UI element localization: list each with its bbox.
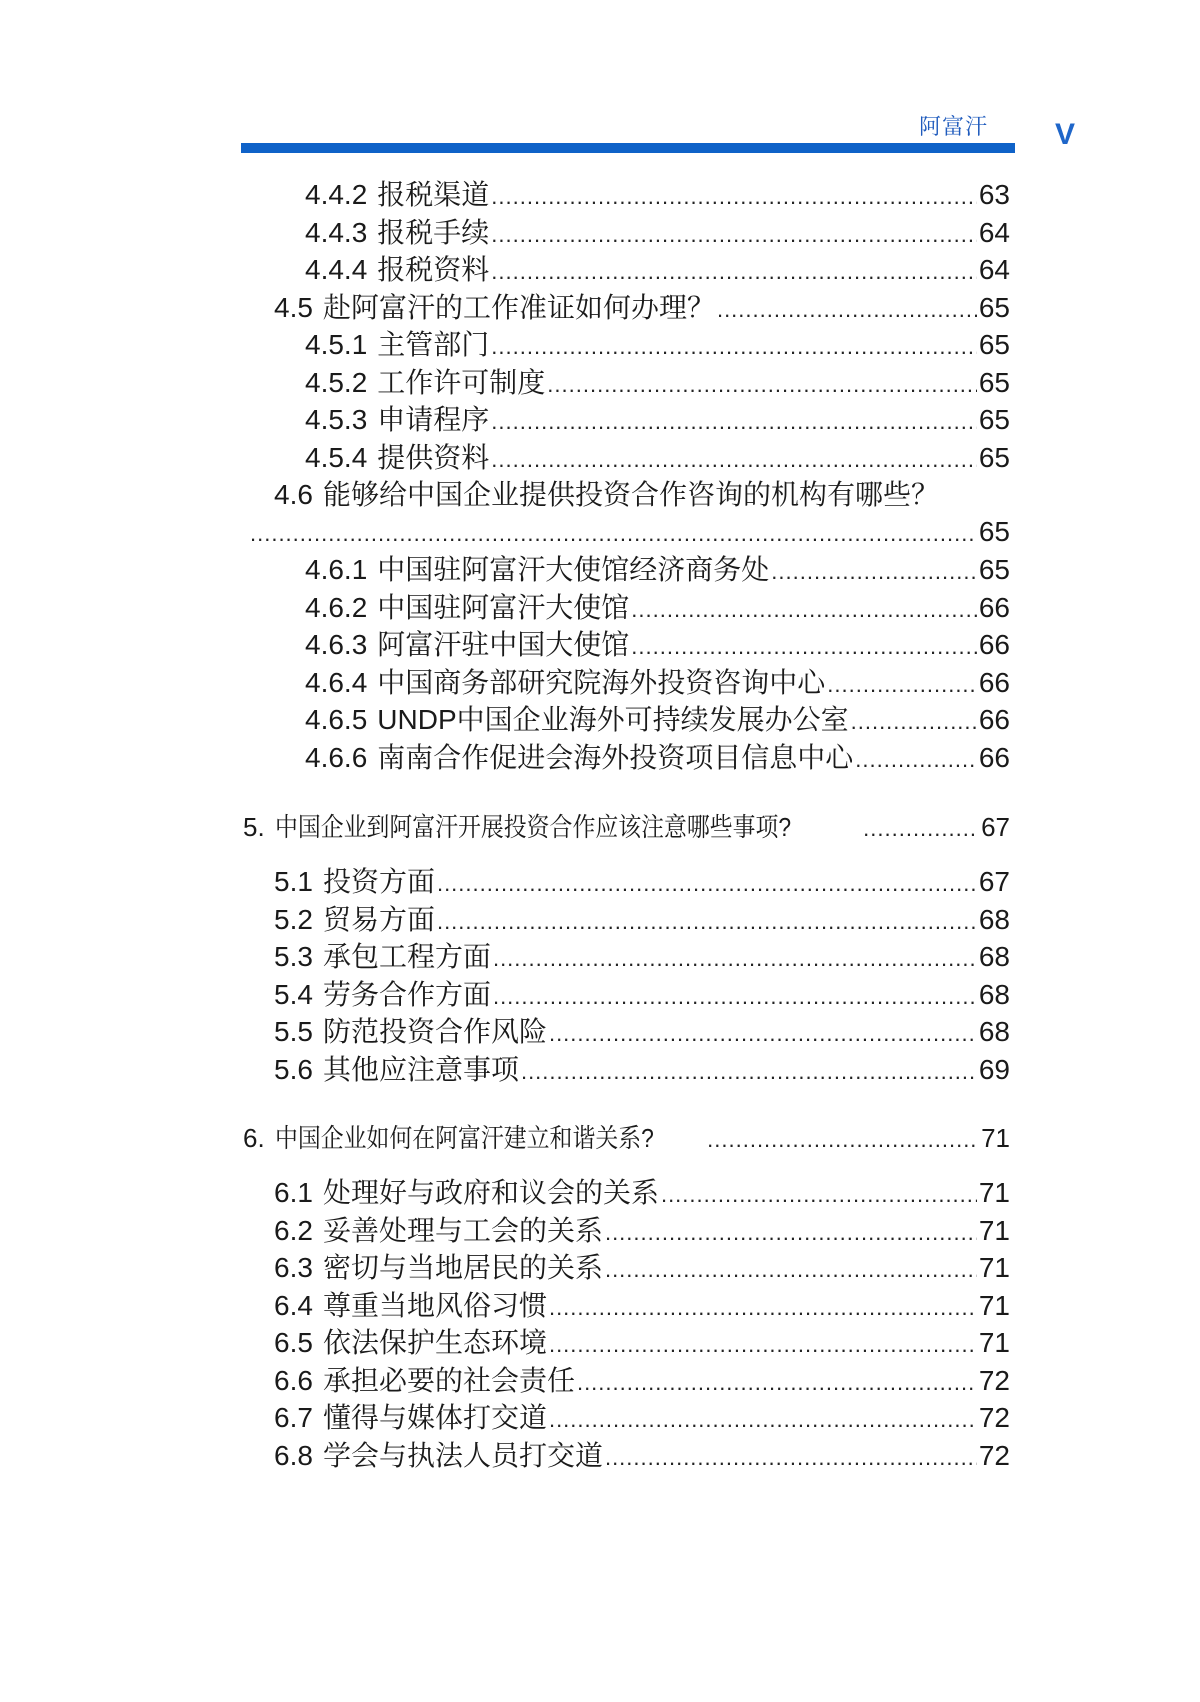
toc-entry-page: 72 <box>978 1402 1010 1433</box>
toc-entry-page: 65 <box>978 329 1010 360</box>
toc-entry[interactable] <box>274 1014 1010 1052</box>
toc-entry[interactable] <box>305 327 1010 365</box>
toc-entry[interactable] <box>305 215 1010 253</box>
dot-leader <box>549 1288 977 1326</box>
toc-entry-number: 4.6 <box>274 479 313 510</box>
toc-entry-label: UNDP中国企业海外可持续发展办公室 <box>377 704 849 735</box>
toc-entry-number: 4.6.2 <box>305 592 368 623</box>
toc-entry-label: 承担必要的社会责任 <box>322 1365 575 1396</box>
dot-leader <box>605 1213 977 1251</box>
toc-entry-number: 4.5.3 <box>305 404 368 435</box>
toc-entry-label: 申请程序 <box>377 404 490 435</box>
toc-entry-page: 71 <box>978 1327 1010 1358</box>
toc-entry-page: 64 <box>978 254 1010 285</box>
dot-leader <box>549 1400 977 1438</box>
toc-entry-number: 4.5 <box>274 292 313 323</box>
dot-leader <box>605 1250 977 1288</box>
dot-leader <box>491 252 977 290</box>
toc-entry-number: 6.4 <box>274 1290 313 1321</box>
toc-entry-number: 5.4 <box>274 979 313 1010</box>
toc-entry-number: 5.6 <box>274 1054 313 1085</box>
header-rule <box>241 143 1015 153</box>
toc-entry-page: 66 <box>978 742 1010 773</box>
dot-leader <box>491 215 977 253</box>
toc-entry-number: 4.5.1 <box>305 329 368 360</box>
toc-entry-page: 66 <box>978 704 1010 735</box>
toc-entry-label: 处理好与政府和议会的关系 <box>322 1177 659 1208</box>
dot-leader <box>605 1438 977 1476</box>
dot-leader <box>661 1175 977 1213</box>
toc-entry-number: 6.1 <box>274 1177 313 1208</box>
toc-entry-number: 4.6.6 <box>305 742 368 773</box>
toc-entry-page: 64 <box>978 217 1010 248</box>
toc-entry[interactable] <box>243 809 1010 847</box>
toc-entry[interactable] <box>305 402 1010 440</box>
dot-leader <box>521 1052 977 1090</box>
toc-entry-number: 4.6.1 <box>305 554 368 585</box>
toc-entry[interactable] <box>274 1325 1010 1363</box>
dot-leader <box>851 702 977 740</box>
toc-entry-page: 66 <box>978 667 1010 698</box>
toc-entry-page: 65 <box>978 367 1010 398</box>
toc-entry-number: 4.6.5 <box>305 704 368 735</box>
toc-entry-page: 71 <box>981 1123 1010 1153</box>
toc-entry-label: 报税手续 <box>377 217 490 248</box>
toc-entry-number: 6.7 <box>274 1402 313 1433</box>
toc-entry-label: 懂得与媒体打交道 <box>322 1402 547 1433</box>
toc-entry-number: 4.4.3 <box>305 217 368 248</box>
toc-entry-number: 4.4.4 <box>305 254 368 285</box>
toc-entry-page: 71 <box>978 1215 1010 1246</box>
toc-entry-number: 5. <box>243 812 265 842</box>
toc-entry[interactable] <box>274 977 1010 1015</box>
dot-leader <box>631 590 977 628</box>
toc-entry-number: 4.5.4 <box>305 442 368 473</box>
toc-entry-label: 密切与当地居民的关系 <box>322 1252 603 1283</box>
toc-entry-number: 6. <box>243 1123 265 1153</box>
dot-leader <box>493 939 977 977</box>
toc-entry-label: 尊重当地风俗习惯 <box>322 1290 547 1321</box>
dot-leader <box>577 1363 977 1401</box>
toc-entry[interactable] <box>305 365 1010 403</box>
toc-entry[interactable] <box>305 740 1010 778</box>
toc-entry[interactable] <box>305 177 1010 215</box>
toc-entry-label: 中国企业如何在阿富汗建立和谐关系? <box>274 1123 654 1153</box>
toc-entry-label: 提供资料 <box>377 442 490 473</box>
toc-entry-label: 妥善处理与工会的关系 <box>322 1215 603 1246</box>
toc-entry[interactable] <box>305 252 1010 290</box>
toc-entry-page: 69 <box>978 1054 1010 1085</box>
toc-entry-page: 68 <box>978 979 1010 1010</box>
toc-entry-page: 67 <box>981 812 1010 842</box>
toc-entry-page: 71 <box>978 1290 1010 1321</box>
dot-leader <box>631 627 977 665</box>
toc-entry-page: 72 <box>978 1365 1010 1396</box>
dot-leader <box>771 552 977 590</box>
toc-entry-label: 防范投资合作风险 <box>322 1016 547 1047</box>
toc-entry-label: 报税资料 <box>377 254 490 285</box>
toc-entry[interactable] <box>305 552 1010 590</box>
toc-entry-page: 66 <box>978 592 1010 623</box>
toc-entry-label: 中国企业到阿富汗开展投资合作应该注意哪些事项? <box>274 812 791 842</box>
toc-entry-number: 4.5.2 <box>305 367 368 398</box>
toc-entry-label: 主管部门 <box>377 329 490 360</box>
toc-entry[interactable] <box>243 1120 1010 1158</box>
toc-entry-label: 学会与执法人员打交道 <box>322 1440 603 1471</box>
toc-entry-number: 4.6.4 <box>305 667 368 698</box>
toc-entry-label: 贸易方面 <box>322 904 435 935</box>
toc-entry-label: 阿富汗驻中国大使馆 <box>377 629 630 660</box>
toc-entry-label: 中国商务部研究院海外投资咨询中心 <box>377 667 826 698</box>
toc-entry[interactable] <box>305 627 1010 665</box>
toc-entry[interactable] <box>274 1213 1010 1251</box>
toc-entry-page: 65 <box>978 442 1010 473</box>
toc-entry-label: 工作许可制度 <box>377 367 546 398</box>
toc-entry[interactable] <box>305 702 1010 740</box>
dot-leader <box>250 514 977 552</box>
toc-entry-page: 72 <box>978 1440 1010 1471</box>
toc-entry[interactable] <box>274 1288 1010 1326</box>
toc-entry-number: 6.5 <box>274 1327 313 1358</box>
dot-leader <box>855 740 977 778</box>
dot-leader <box>863 809 979 847</box>
toc-entry[interactable] <box>274 1250 1010 1288</box>
dot-leader <box>493 977 977 1015</box>
toc-entry[interactable] <box>274 1363 1010 1401</box>
toc-entry-page: 67 <box>978 866 1010 897</box>
toc-entry-label: 劳务合作方面 <box>322 979 491 1010</box>
toc-entry[interactable] <box>305 665 1010 703</box>
toc-entry-label: 投资方面 <box>322 866 435 897</box>
toc-entry[interactable] <box>305 590 1010 628</box>
toc-entry[interactable] <box>274 902 1010 940</box>
dot-leader <box>491 177 977 215</box>
toc-entry[interactable] <box>274 1438 1010 1476</box>
dot-leader <box>437 864 977 902</box>
toc-entry-number: 5.1 <box>274 866 313 897</box>
toc-entry-number: 5.2 <box>274 904 313 935</box>
dot-leader <box>717 290 977 328</box>
toc-entry-page: 71 <box>978 1252 1010 1283</box>
dot-leader <box>827 665 977 703</box>
dot-leader <box>491 440 977 478</box>
toc-entry-page: 68 <box>978 1016 1010 1047</box>
toc-entry-label: 依法保护生态环境 <box>322 1327 547 1358</box>
toc-entry-label: 赴阿富汗的工作准证如何办理？ <box>322 292 715 323</box>
toc-entry-label: 中国驻阿富汗大使馆经济商务处 <box>377 554 770 585</box>
dot-leader <box>491 327 977 365</box>
dot-leader <box>549 1014 977 1052</box>
toc-entry-number: 5.5 <box>274 1016 313 1047</box>
running-header-title: 阿富汗 <box>918 114 988 139</box>
toc-entry[interactable] <box>248 514 1010 552</box>
toc-entry-page: 71 <box>978 1177 1010 1208</box>
toc-entry-label: 中国驻阿富汗大使馆 <box>377 592 630 623</box>
toc-entry-page: 68 <box>978 941 1010 972</box>
toc-entry-page: 65 <box>978 404 1010 435</box>
toc-entry-page: 65 <box>978 554 1010 585</box>
page-number: V <box>1055 118 1076 151</box>
dot-leader <box>549 1325 977 1363</box>
toc-entry-number: 6.8 <box>274 1440 313 1471</box>
toc-entry[interactable] <box>274 1175 1010 1213</box>
toc-entry-number: 6.3 <box>274 1252 313 1283</box>
toc-entry-label: 报税渠道 <box>377 179 490 210</box>
dot-leader <box>707 1120 979 1158</box>
toc-entry-number: 6.6 <box>274 1365 313 1396</box>
toc-entry-number: 5.3 <box>274 941 313 972</box>
toc-entry[interactable] <box>305 440 1010 478</box>
toc-entry-number: 6.2 <box>274 1215 313 1246</box>
toc-entry-label: 其他应注意事项 <box>322 1054 519 1085</box>
toc-entry-page: 65 <box>978 516 1010 547</box>
toc-entry[interactable] <box>274 1052 1010 1090</box>
toc-entry-label: 南南合作促进会海外投资项目信息中心 <box>377 742 854 773</box>
toc-entry-label: 能够给中国企业提供投资合作咨询的机构有哪些？ <box>322 479 939 510</box>
toc-entry[interactable] <box>274 939 1010 977</box>
dot-leader <box>547 365 977 403</box>
dot-leader <box>437 902 977 940</box>
toc-entry[interactable] <box>274 290 1010 328</box>
toc-entry-label: 承包工程方面 <box>322 941 491 972</box>
toc-entry[interactable] <box>274 477 1010 513</box>
dot-leader <box>491 402 977 440</box>
toc-entry-page: 63 <box>978 179 1010 210</box>
toc-entry-number: 4.4.2 <box>305 179 368 210</box>
toc-entry-page: 66 <box>978 629 1010 660</box>
toc-entry-page: 68 <box>978 904 1010 935</box>
toc-entry[interactable] <box>274 1400 1010 1438</box>
toc-entry[interactable] <box>274 864 1010 902</box>
toc-entry-page: 65 <box>978 292 1010 323</box>
toc-entry-number: 4.6.3 <box>305 629 368 660</box>
